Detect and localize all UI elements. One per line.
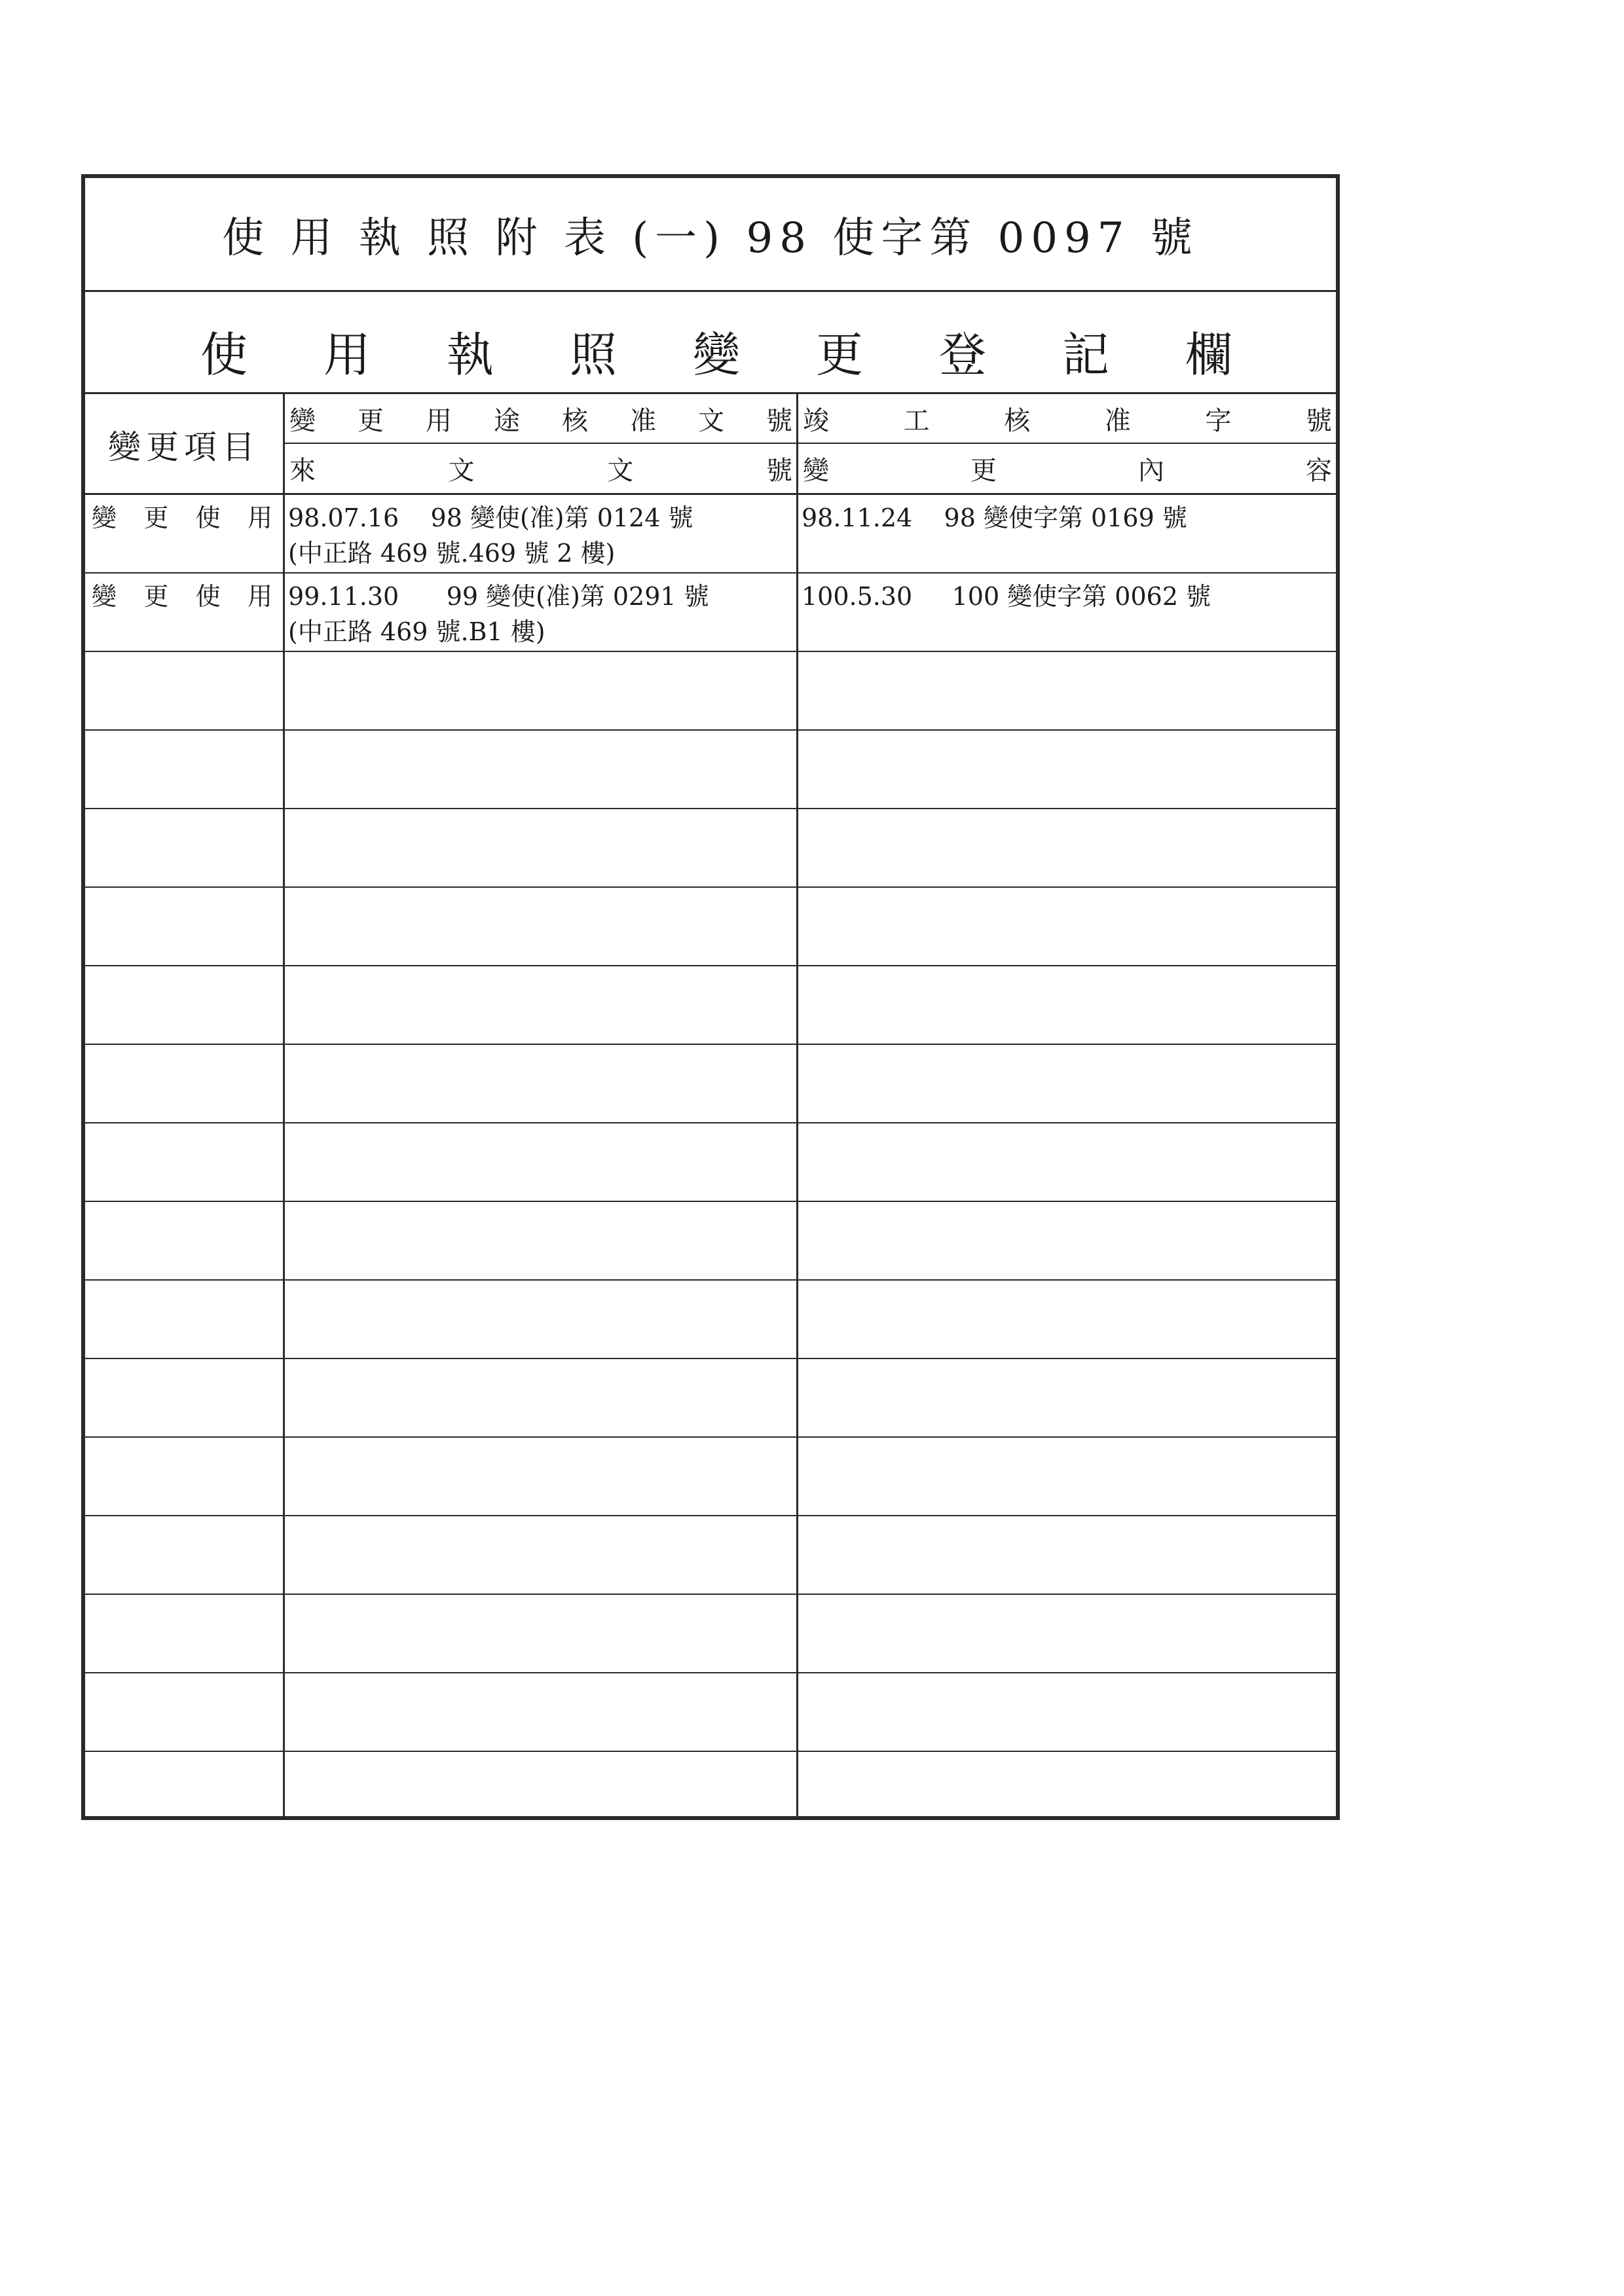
- empty-table-row: [85, 1595, 1336, 1673]
- header-char: 更: [970, 455, 997, 486]
- subtitle-char: 記: [1062, 327, 1110, 382]
- header-char: 文: [698, 405, 724, 436]
- header-char: 更: [358, 405, 384, 436]
- subtitle-char: 登: [939, 327, 987, 382]
- header-char: 用: [426, 405, 452, 436]
- header-char: 途: [494, 405, 520, 436]
- table-row: [85, 574, 1336, 652]
- approval-address-line: (中正路 469 號.B1 樓): [288, 617, 545, 646]
- subtitle-row: [85, 292, 1336, 394]
- header-char: 容: [1306, 455, 1332, 486]
- empty-table-row: [85, 1123, 1336, 1202]
- header-char: 變: [803, 455, 829, 486]
- completion-number-line: 98.11.24 98 變使字第 0169 號: [802, 503, 1187, 532]
- change-item-cell: [85, 576, 279, 611]
- empty-table-row: [85, 1438, 1336, 1516]
- item-char: 變: [92, 582, 117, 611]
- subtitle-char: 更: [816, 327, 864, 382]
- header-approval-bottom: [286, 444, 796, 492]
- header-char: 號: [1305, 405, 1332, 436]
- subtitle-char: 欄: [1185, 327, 1233, 382]
- item-char: 變: [92, 503, 117, 532]
- header-char: 核: [562, 405, 588, 436]
- empty-table-row: [85, 1359, 1336, 1438]
- empty-table-row: [85, 1752, 1336, 1831]
- header-char: 准: [630, 405, 656, 436]
- header-char: 工: [903, 405, 930, 436]
- header-change-item: 變更項目: [108, 428, 260, 466]
- header-char: 字: [1205, 405, 1232, 436]
- subtitle-char: 照: [570, 327, 618, 382]
- header-completion-bottom: [799, 444, 1336, 492]
- item-char: 用: [247, 503, 272, 532]
- header-approval-top: [286, 394, 796, 443]
- empty-table-row: [85, 1516, 1336, 1595]
- document-title: 使 用 執 照 附 表 (一) 98 使字第 0097 號: [222, 213, 1199, 263]
- header-char: 變: [289, 405, 316, 436]
- document-title-row: [85, 178, 1336, 292]
- subtitle-char: 用: [323, 327, 371, 382]
- item-char: 更: [143, 582, 169, 611]
- empty-table-row: [85, 1281, 1336, 1359]
- header-char: 號: [766, 405, 792, 436]
- empty-table-row: [85, 809, 1336, 888]
- header-char: 核: [1004, 405, 1031, 436]
- header-completion-top: [799, 394, 1336, 443]
- empty-table-row: [85, 652, 1336, 731]
- item-char: 更: [143, 503, 169, 532]
- item-char: 用: [247, 582, 272, 611]
- column-divider: [283, 394, 285, 1816]
- approval-number-line: 99.11.30 99 變使(准)第 0291 號: [288, 582, 709, 611]
- column-divider: [796, 394, 798, 1816]
- empty-table-row: [85, 1673, 1336, 1752]
- item-char: 使: [195, 582, 221, 611]
- approval-number-line: 98.07.16 98 變使(准)第 0124 號: [288, 503, 693, 532]
- completion-number-line: 100.5.30 100 變使字第 0062 號: [802, 582, 1211, 611]
- header-char: 文: [448, 455, 475, 486]
- empty-table-row: [85, 1202, 1336, 1281]
- usage-permit-appendix-table: [81, 174, 1340, 1820]
- subtitle-char: 使: [200, 327, 248, 382]
- table-row: [85, 495, 1336, 574]
- header-char: 號: [766, 455, 792, 486]
- header-char: 文: [607, 455, 634, 486]
- empty-table-row: [85, 888, 1336, 966]
- subtitle-char: 變: [693, 327, 741, 382]
- header-char: 竣: [803, 405, 829, 436]
- change-item-cell: [85, 498, 279, 533]
- empty-table-row: [85, 966, 1336, 1045]
- header-char: 內: [1138, 455, 1164, 486]
- empty-table-row: [85, 731, 1336, 809]
- subtitle-char: 執: [447, 327, 494, 382]
- item-char: 使: [195, 503, 221, 532]
- header-char: 來: [289, 455, 316, 486]
- approval-address-line: (中正路 469 號.469 號 2 樓): [288, 539, 616, 568]
- empty-table-row: [85, 1045, 1336, 1123]
- header-char: 准: [1104, 405, 1131, 436]
